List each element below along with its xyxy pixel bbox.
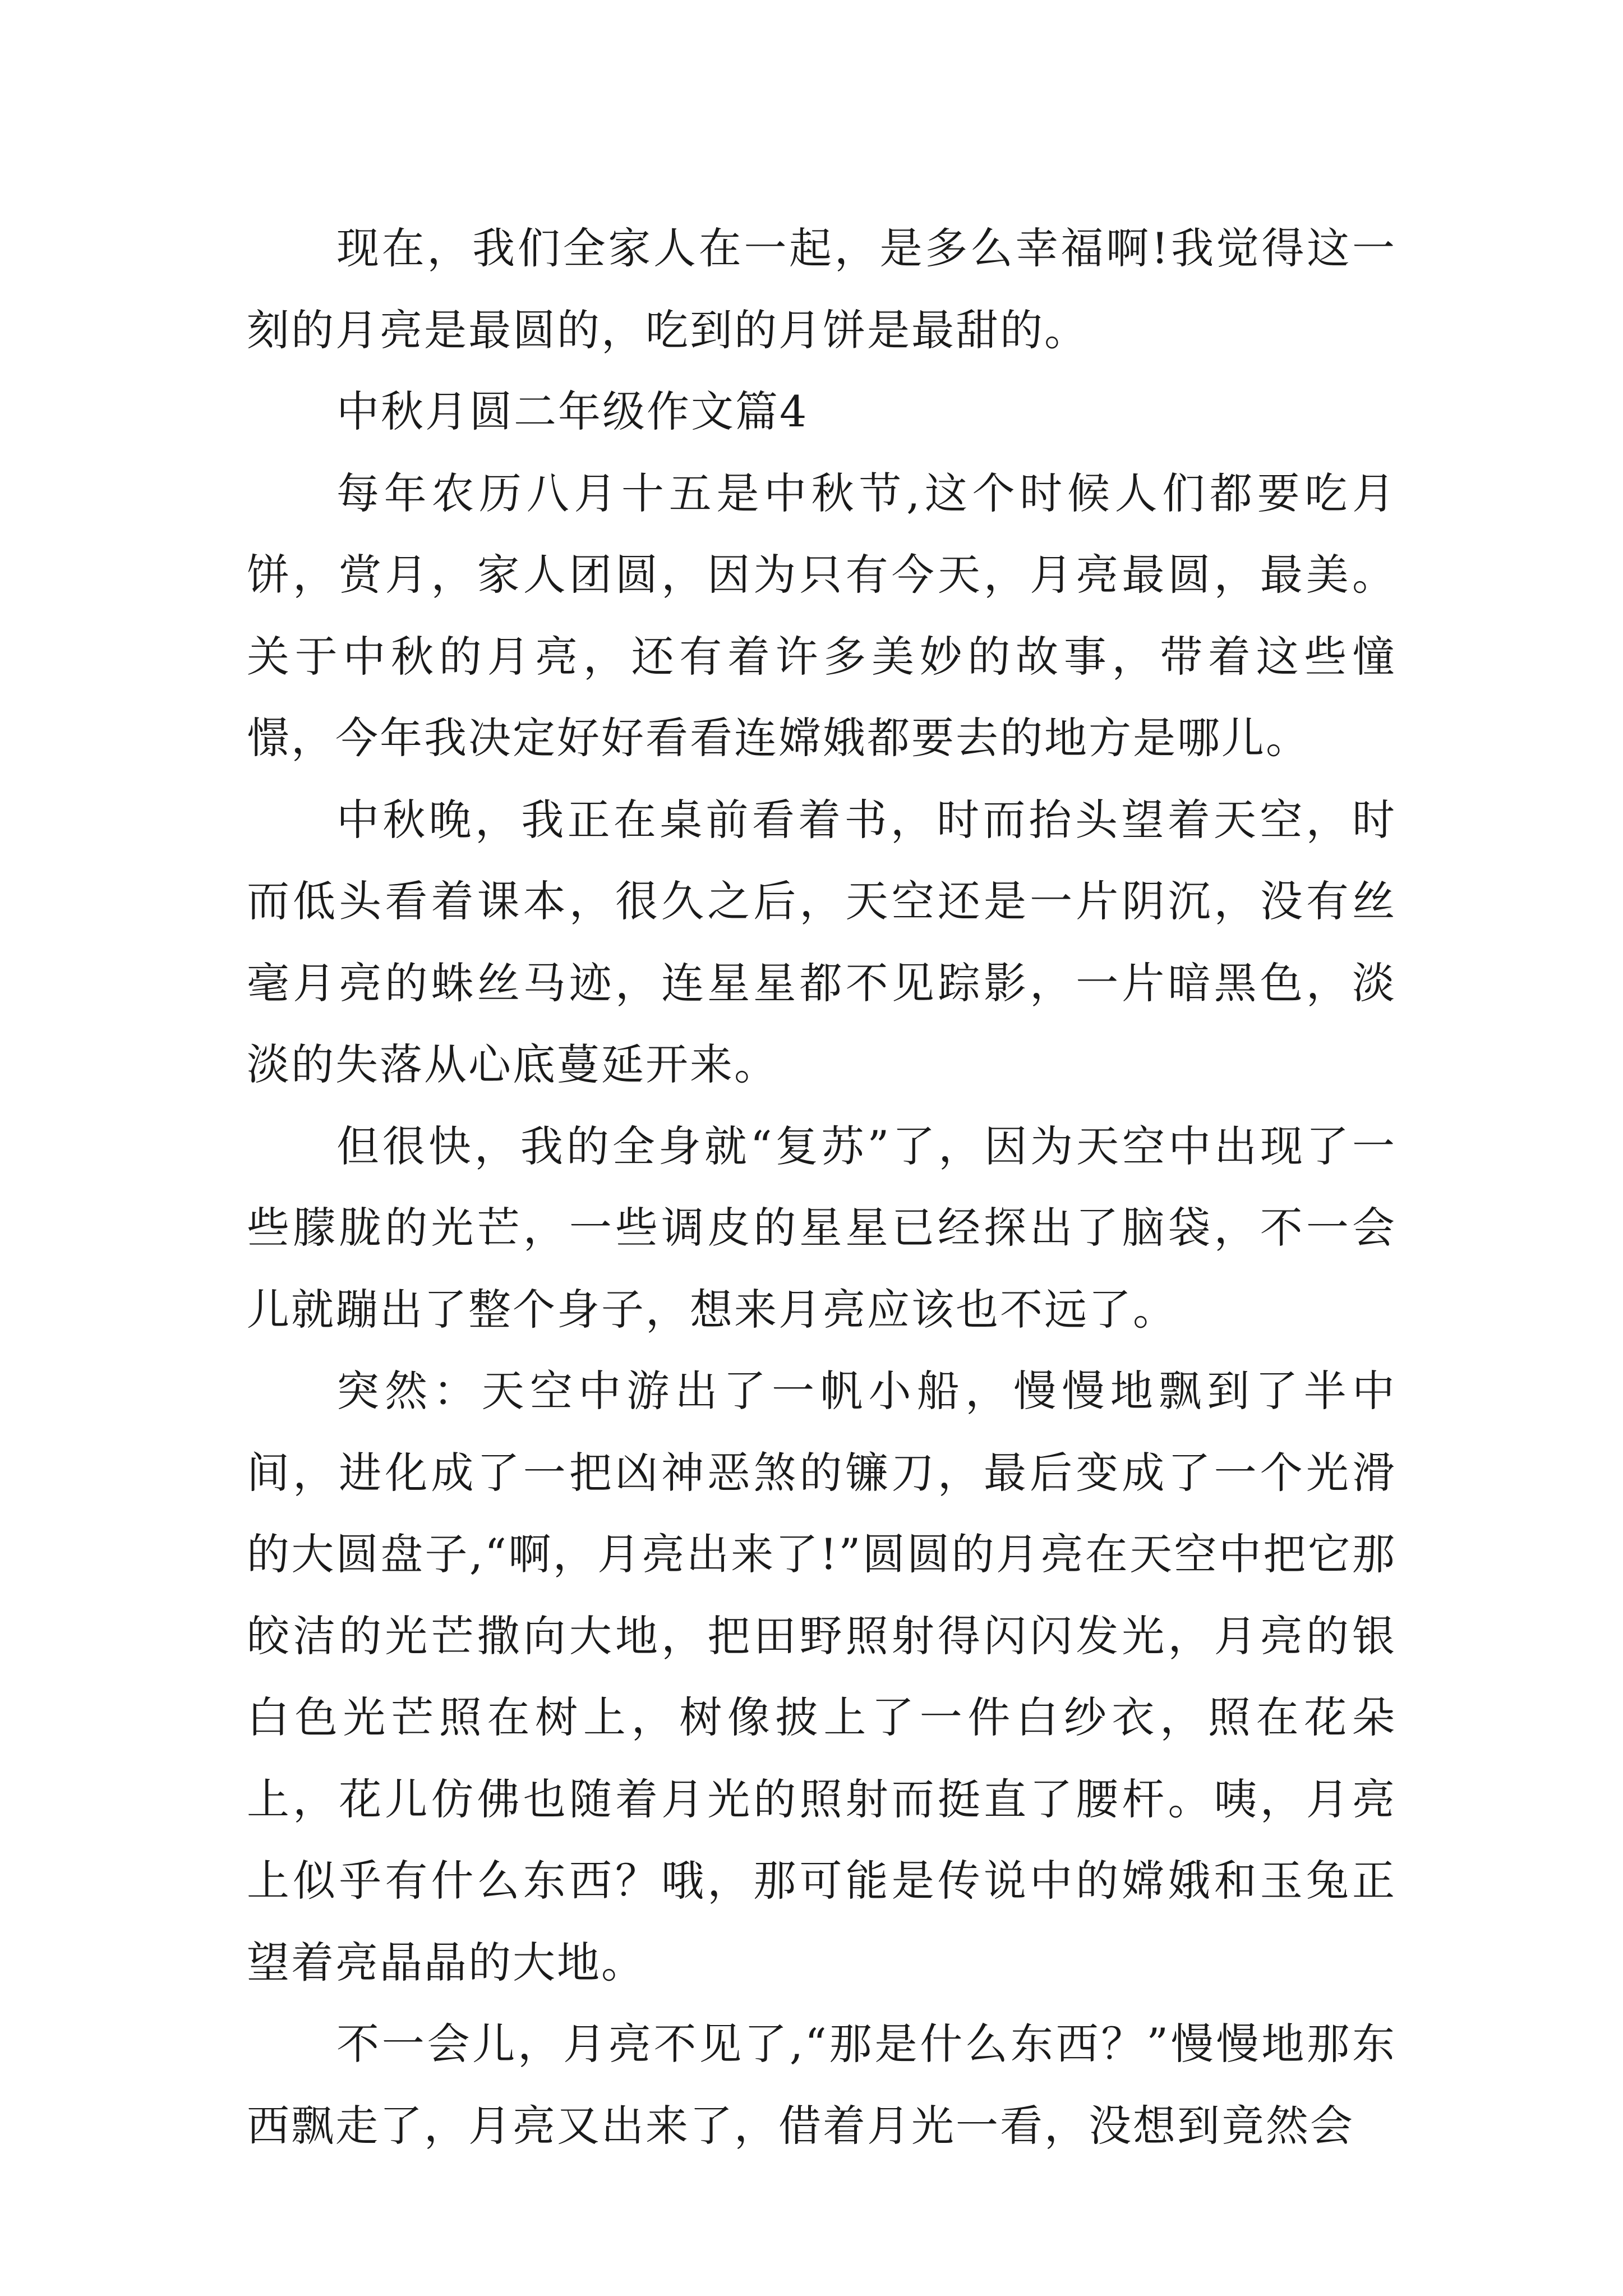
- paragraph: 每年农历八月十五是中秋节,这个时候人们都要吃月饼，赏月，家人团圆，因为只有今天，月亮最圆，最美。关于中秋的月亮，还有着许多美妙的故事，带着这些憧憬，今年我决定好好看看连嫦娥都要去的地方是哪儿。: [247, 468, 1396, 763]
- section-heading: 中秋月圆二年级作文篇4: [336, 386, 809, 436]
- document-body: [247, 208, 1396, 2166]
- paragraph: 突然：天空中游出了一帆小船，慢慢地飘到了半中间，进化成了一把凶神恶煞的镰刀，最后变成了一个光滑的大圆盘子,“啊，月亮出来了!”圆圆的月亮在天空中把它那皎洁的光芒撒向大地，把田野照射得闪闪发光，月亮的银白色光芒照在树上，树像披上了一件白纱衣，照在花朵上，花儿仿佛也随着月光的照射而挺直了腰杆。咦，月亮上似乎有什么东西？哦，那可能是传说中的嫦娥和玉兔正望着亮晶晶的大地。: [247, 1366, 1396, 1987]
- paragraph: 中秋晚，我正在桌前看着书，时而抬头望着天空，时而低头看着课本，很久之后，天空还是一片阴沉，没有丝毫月亮的蛛丝马迹，连星星都不见踪影，一片暗黑色，淡淡的失落从心底蔓延开来。: [247, 794, 1396, 1089]
- paragraph: 现在，我们全家人在一起，是多么幸福啊!我觉得这一刻的月亮是最圆的，吃到的月饼是最甜的。: [247, 223, 1396, 355]
- paragraph: 但很快，我的全身就“复苏”了，因为天空中出现了一些朦胧的光芒，一些调皮的星星已经探出了脑袋，不一会儿就蹦出了整个身子，想来月亮应该也不远了。: [247, 1121, 1396, 1335]
- paragraph: 不一会儿，月亮不见了,“那是什么东西？”慢慢地那东西飘走了，月亮又出来了，借着月光一看，没想到竟然会: [247, 2019, 1396, 2151]
